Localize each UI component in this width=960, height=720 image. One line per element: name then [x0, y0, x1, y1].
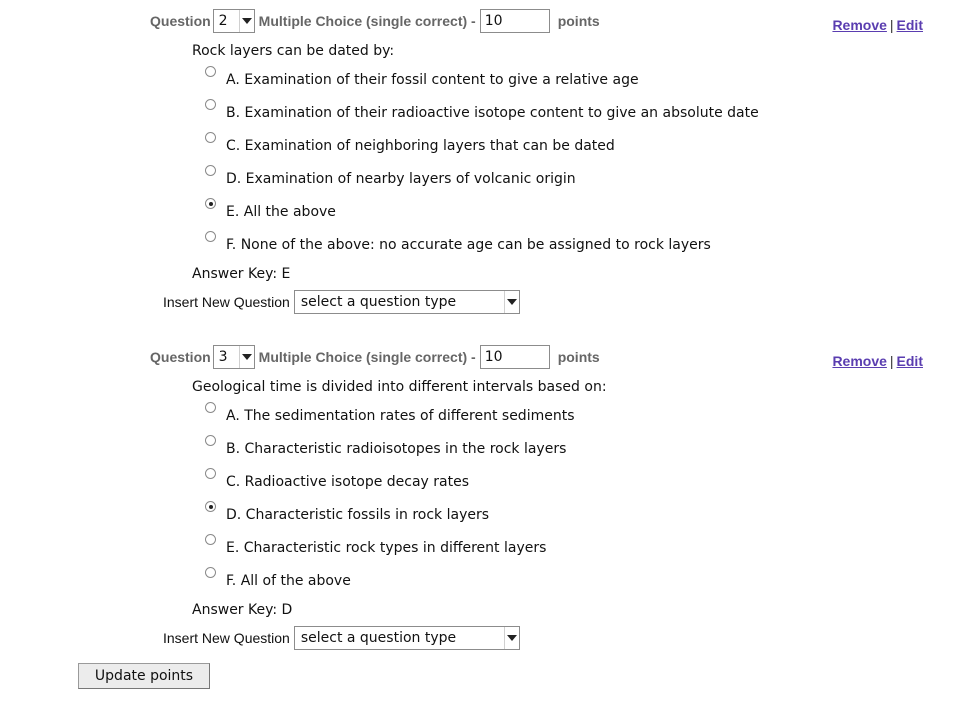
chevron-down-icon [507, 299, 517, 305]
answer-option-label: E. All the above [226, 204, 336, 220]
answer-option-label: D. Characteristic fossils in rock layers [226, 507, 490, 523]
answer-option-label: F. None of the above: no accurate age can be assigned to rock layers [226, 237, 711, 253]
answer-key: Answer Key: D [192, 602, 293, 618]
separator: | [889, 353, 894, 369]
question-number-value: 2 [218, 13, 228, 29]
answer-option-label: B. Characteristic radioisotopes in the rock layers [226, 441, 567, 457]
answer-option-label: D. Examination of nearby layers of volcanic origin [226, 171, 576, 187]
question-type-select-value: select a question type [300, 630, 457, 646]
radio-button[interactable] [205, 99, 216, 110]
question-number-value: 3 [218, 349, 228, 365]
remove-link[interactable]: Remove [832, 17, 887, 33]
separator: | [889, 17, 894, 33]
answer-option-label: C. Examination of neighboring layers that can be dated [226, 138, 615, 154]
question-header [150, 342, 600, 372]
radio-button[interactable] [205, 534, 216, 545]
radio-button[interactable] [205, 132, 216, 143]
answer-option-label: A. Examination of their fossil content to give a relative age [226, 72, 639, 88]
radio-button[interactable] [205, 66, 216, 77]
question-text: Rock layers can be dated by: [192, 43, 395, 59]
insert-question-label: Insert New Question [163, 630, 290, 646]
question-number-select[interactable] [213, 9, 255, 33]
answer-option-label: A. The sedimentation rates of different sediments [226, 408, 575, 424]
question-block [0, 6, 960, 316]
question-actions [832, 353, 923, 369]
insert-question-label: Insert New Question [163, 294, 290, 310]
radio-button[interactable] [205, 468, 216, 479]
question-type-select[interactable] [294, 290, 520, 314]
answer-option-label: C. Radioactive isotope decay rates [226, 474, 470, 490]
question-type-select[interactable] [294, 626, 520, 650]
radio-button[interactable] [205, 567, 216, 578]
question-header [150, 6, 600, 36]
question-type-label: Multiple Choice (single correct) - [258, 13, 476, 29]
points-input[interactable] [480, 9, 550, 33]
edit-link[interactable]: Edit [896, 353, 923, 369]
radio-button[interactable] [205, 435, 216, 446]
edit-link[interactable]: Edit [896, 17, 923, 33]
chevron-down-icon [507, 635, 517, 641]
update-points-button[interactable]: Update points [78, 663, 210, 689]
insert-question-row [163, 290, 520, 314]
question-label: Question [150, 13, 211, 29]
radio-button[interactable] [205, 231, 216, 242]
question-actions [832, 17, 923, 33]
insert-question-row [163, 626, 520, 650]
question-block [0, 342, 960, 652]
question-text: Geological time is divided into different intervals based on: [192, 379, 607, 395]
question-type-label: Multiple Choice (single correct) - [258, 349, 476, 365]
answer-option-label: B. Examination of their radioactive isotope content to give an absolute date [226, 105, 759, 121]
points-label: points [557, 13, 600, 29]
radio-button[interactable] [205, 165, 216, 176]
answer-key: Answer Key: E [192, 266, 291, 282]
radio-button-selected[interactable] [205, 501, 216, 512]
points-input[interactable] [480, 345, 550, 369]
chevron-down-icon [242, 354, 252, 360]
chevron-down-icon [242, 18, 252, 24]
question-label: Question [150, 349, 211, 365]
question-type-select-value: select a question type [300, 294, 457, 310]
radio-button[interactable] [205, 402, 216, 413]
question-number-select[interactable] [213, 345, 255, 369]
remove-link[interactable]: Remove [832, 353, 887, 369]
answer-option-label: E. Characteristic rock types in different layers [226, 540, 547, 556]
points-label: points [557, 349, 600, 365]
radio-button-selected[interactable] [205, 198, 216, 209]
answer-option-label: F. All of the above [226, 573, 351, 589]
